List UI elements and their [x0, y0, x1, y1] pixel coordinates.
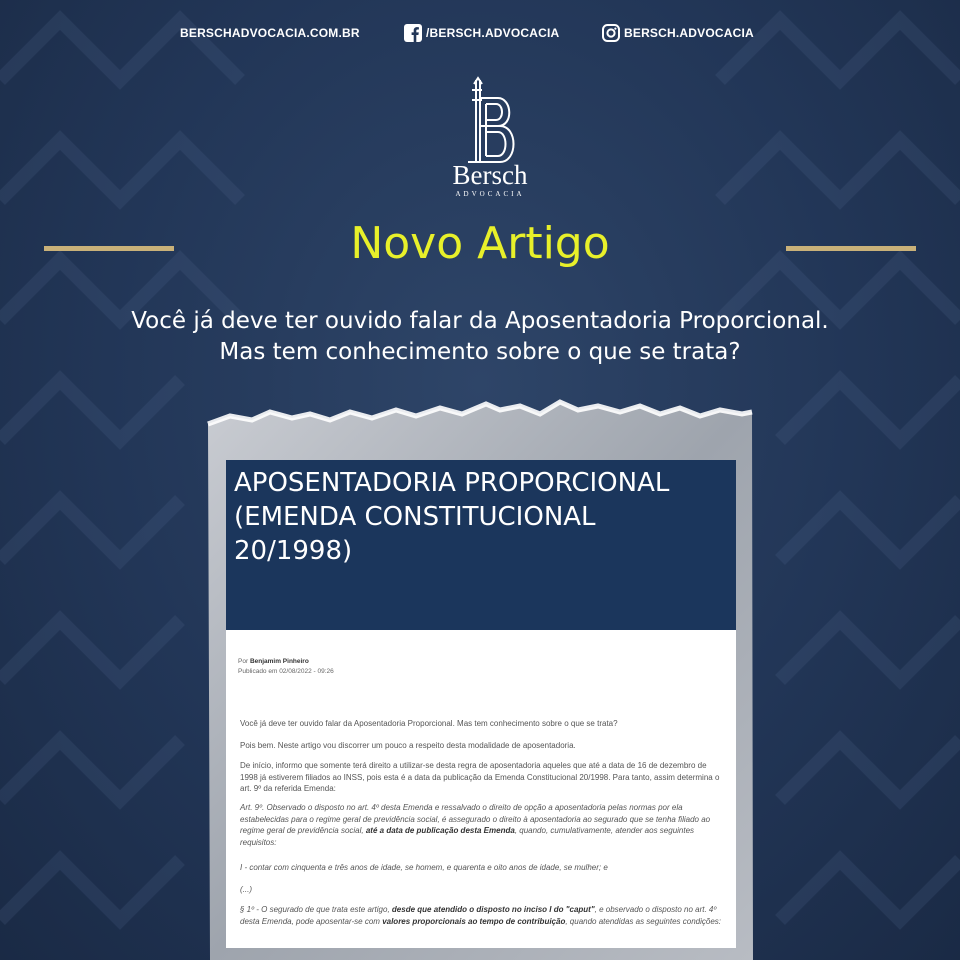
quote-art9-part-a: Art. 9º. Observado o disposto no art. 4º desta Emenda e ressalvado o direito de opção a aposentadoria pelas normas por ela estabelecidas para o regime geral de previdência social, é assegurado o direito à aposentadoria ao segurado que se tenha filiado ao regime geral de previdência social, — [240, 803, 711, 835]
article-published-date: Publicado em 02/08/2022 - 09:26 — [238, 668, 334, 675]
instagram-icon — [602, 24, 620, 42]
quote-art9-bold: até a data de publicação desta Emenda — [365, 826, 515, 835]
paragrafo-1-part-c: , e observado o disposto no art. 4º desta Emenda, pode aposentar-se com — [240, 905, 717, 926]
article-body — [226, 630, 736, 948]
author-name[interactable]: Benjamim Pinheiro — [249, 658, 309, 665]
contact-bar — [0, 22, 960, 44]
facebook-text: /BERSCH.ADVOCACIA — [426, 26, 560, 40]
paragrafo-1-bold-1: desde que atendido o disposto no inciso I do "caput" — [391, 905, 595, 914]
article-author — [238, 658, 309, 665]
instagram-link[interactable] — [602, 22, 754, 44]
paragraph-paragrafo-1 — [240, 904, 725, 927]
facebook-link[interactable] — [404, 22, 559, 44]
paragrafo-1-part-a: § 1º - O segurado de que trata este artigo, — [240, 905, 390, 914]
website-text: BERSCHADVOCACIA.COM.BR — [180, 26, 360, 40]
website-link[interactable] — [180, 22, 360, 44]
author-prefix: Por — [238, 658, 249, 665]
paragraph-quote-art9 — [240, 802, 725, 848]
paragraph-2: Pois bem. Neste artigo vou discorrer um pouco a respeito desta modalidade de aposentadoria. — [240, 741, 576, 750]
brand-subtitle: ADVOCACIA — [455, 190, 525, 198]
quote-art9-part-c: , quando, cumulativamente, atender aos seguintes requisitos: — [240, 826, 695, 847]
facebook-icon — [404, 24, 422, 42]
intro-line-2: Mas tem conhecimento sobre o que se trata? — [219, 339, 741, 365]
intro-text — [80, 306, 880, 368]
article-title: APOSENTADORIA PROPORCIONAL (EMENDA CONSTITUCIONAL 20/1998) — [234, 468, 670, 566]
paragraph-ellipsis: (...) — [240, 885, 252, 894]
intro-line-1: Você já deve ter ouvido falar da Aposentadoria Proporcional. — [131, 308, 829, 334]
paragraph-1: Você já deve ter ouvido falar da Aposentadoria Proporcional. Mas tem conhecimento sobre o que se trata? — [240, 719, 618, 728]
paragraph-3: De início, informo que somente terá direito a utilizar-se desta regra de aposentadoria aqueles que até a data de 16 de dezembro de 1998 já estiverem filiados ao INSS, pois esta é a data da publicação da Emenda Constitucional 20/1998. Para tanto, assim determina o art. 9º da referida Emenda: — [240, 761, 720, 793]
logo-letter: B — [476, 79, 477, 80]
paragrafo-1-bold-2: valores proporcionais ao tempo de contribuição — [382, 916, 566, 926]
paragraph-inciso-i: I - contar com cinquenta e três anos de idade, se homem, e quarenta e oito anos de idade, se mulher; e — [240, 863, 608, 872]
instagram-text: BERSCH.ADVOCACIA — [624, 26, 754, 40]
paragrafo-1-part-e: , quando atendidas as seguintes condições: — [565, 916, 722, 926]
brand-name: Bersch — [452, 160, 528, 190]
headline: Novo Artigo — [350, 218, 610, 269]
article-header — [226, 460, 736, 630]
